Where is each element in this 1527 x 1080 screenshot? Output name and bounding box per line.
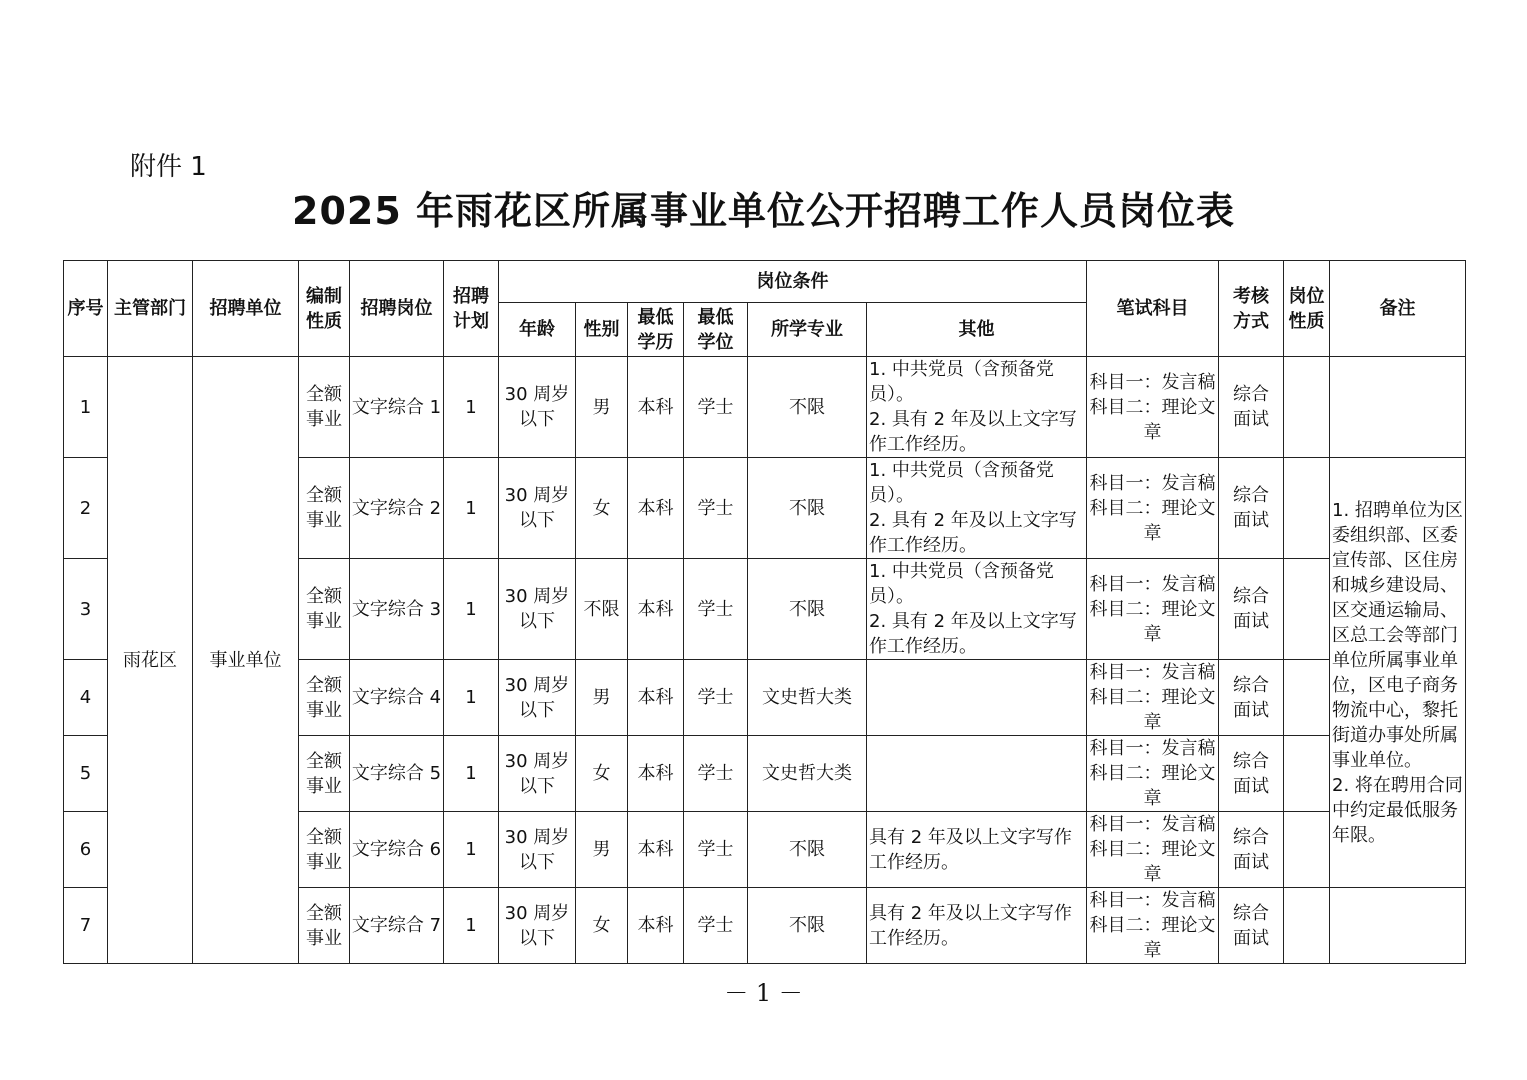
cell-plan: 1 — [444, 736, 499, 812]
header-major: 所学专业 — [748, 303, 867, 357]
cell-unit: 事业单位 — [193, 357, 299, 964]
header-post: 招聘岗位 — [350, 261, 444, 357]
cell-degree: 学士 — [684, 660, 748, 736]
cell-age: 30 周岁 以下 — [499, 357, 576, 458]
cell-assess: 综合 面试 — [1219, 559, 1284, 660]
cell-remark: 1. 招聘单位为区委组织部、区委宣传部、区住房和城乡建设局、区交通运输局、区总工会等部门单位所属事业单位，区电子商务物流中心，黎托街道办事处所属事业单位。 2. 将在聘用合同中约定最低服务年限。 — [1330, 458, 1466, 888]
cell-edu: 本科 — [628, 458, 684, 559]
cell-assess: 综合 面试 — [1219, 736, 1284, 812]
header-staffing: 编制 性质 — [299, 261, 350, 357]
annex-label: 附件 1 — [130, 152, 207, 182]
cell-plan: 1 — [444, 812, 499, 888]
cell-major: 不限 — [748, 812, 867, 888]
cell-edu: 本科 — [628, 812, 684, 888]
cell-remark-empty — [1330, 888, 1466, 964]
cell-other: 1. 中共党员（含预备党员）。 2. 具有 2 年及以上文字写作工作经历。 — [867, 458, 1087, 559]
cell-gender: 女 — [576, 888, 628, 964]
cell-degree: 学士 — [684, 736, 748, 812]
cell-edu: 本科 — [628, 660, 684, 736]
cell-seq: 2 — [64, 458, 108, 559]
cell-nature — [1284, 736, 1330, 812]
cell-staffing: 全额 事业 — [299, 559, 350, 660]
cell-seq: 3 — [64, 559, 108, 660]
document-title: 2025 年雨花区所属事业单位公开招聘工作人员岗位表 — [292, 189, 1235, 233]
cell-gender: 女 — [576, 736, 628, 812]
cell-assess: 综合 面试 — [1219, 812, 1284, 888]
cell-degree: 学士 — [684, 888, 748, 964]
cell-plan: 1 — [444, 888, 499, 964]
cell-staffing: 全额 事业 — [299, 458, 350, 559]
cell-age: 30 周岁 以下 — [499, 458, 576, 559]
cell-other: 具有 2 年及以上文字写作工作经历。 — [867, 888, 1087, 964]
cell-other: 具有 2 年及以上文字写作工作经历。 — [867, 812, 1087, 888]
header-age: 年龄 — [499, 303, 576, 357]
cell-degree: 学士 — [684, 559, 748, 660]
cell-age: 30 周岁 以下 — [499, 812, 576, 888]
page-number: － 1 － — [724, 979, 803, 1007]
cell-seq: 7 — [64, 888, 108, 964]
cell-other: 1. 中共党员（含预备党员）。 2. 具有 2 年及以上文字写作工作经历。 — [867, 357, 1087, 458]
header-gender: 性别 — [576, 303, 628, 357]
cell-gender: 女 — [576, 458, 628, 559]
cell-nature — [1284, 888, 1330, 964]
cell-degree: 学士 — [684, 357, 748, 458]
cell-staffing: 全额 事业 — [299, 736, 350, 812]
cell-exam: 科目一：发言稿 科目二：理论文章 — [1087, 559, 1219, 660]
cell-seq: 6 — [64, 812, 108, 888]
cell-edu: 本科 — [628, 736, 684, 812]
cell-major: 文史哲大类 — [748, 736, 867, 812]
cell-degree: 学士 — [684, 812, 748, 888]
cell-exam: 科目一：发言稿 科目二：理论文章 — [1087, 812, 1219, 888]
cell-exam: 科目一：发言稿 科目二：理论文章 — [1087, 357, 1219, 458]
cell-post: 文字综合 7 — [350, 888, 444, 964]
header-edu: 最低 学历 — [628, 303, 684, 357]
cell-major: 不限 — [748, 559, 867, 660]
header-plan: 招聘 计划 — [444, 261, 499, 357]
cell-gender: 男 — [576, 660, 628, 736]
header-dept: 主管部门 — [108, 261, 193, 357]
cell-gender: 男 — [576, 357, 628, 458]
cell-assess: 综合 面试 — [1219, 357, 1284, 458]
cell-edu: 本科 — [628, 888, 684, 964]
cell-post: 文字综合 2 — [350, 458, 444, 559]
cell-post: 文字综合 4 — [350, 660, 444, 736]
header-remark: 备注 — [1330, 261, 1466, 357]
cell-exam: 科目一：发言稿 科目二：理论文章 — [1087, 888, 1219, 964]
header-seq: 序号 — [64, 261, 108, 357]
cell-assess: 综合 面试 — [1219, 660, 1284, 736]
cell-exam: 科目一：发言稿 科目二：理论文章 — [1087, 736, 1219, 812]
cell-staffing: 全额 事业 — [299, 812, 350, 888]
cell-major: 不限 — [748, 888, 867, 964]
cell-other — [867, 736, 1087, 812]
cell-gender: 男 — [576, 812, 628, 888]
cell-seq: 1 — [64, 357, 108, 458]
cell-plan: 1 — [444, 458, 499, 559]
cell-dept: 雨花区 — [108, 357, 193, 964]
cell-plan: 1 — [444, 660, 499, 736]
cell-gender: 不限 — [576, 559, 628, 660]
header-exam: 笔试科目 — [1087, 261, 1219, 357]
cell-remark-empty — [1330, 357, 1466, 458]
cell-nature — [1284, 458, 1330, 559]
cell-age: 30 周岁 以下 — [499, 660, 576, 736]
cell-plan: 1 — [444, 357, 499, 458]
cell-edu: 本科 — [628, 559, 684, 660]
cell-staffing: 全额 事业 — [299, 888, 350, 964]
cell-major: 不限 — [748, 458, 867, 559]
cell-major: 不限 — [748, 357, 867, 458]
cell-staffing: 全额 事业 — [299, 357, 350, 458]
cell-assess: 综合 面试 — [1219, 888, 1284, 964]
cell-post: 文字综合 1 — [350, 357, 444, 458]
cell-post: 文字综合 6 — [350, 812, 444, 888]
header-conditions: 岗位条件 — [499, 261, 1087, 303]
cell-other — [867, 660, 1087, 736]
table-row — [64, 357, 1466, 458]
cell-age: 30 周岁 以下 — [499, 888, 576, 964]
cell-major: 文史哲大类 — [748, 660, 867, 736]
cell-exam: 科目一：发言稿 科目二：理论文章 — [1087, 458, 1219, 559]
cell-other: 1. 中共党员（含预备党员）。 2. 具有 2 年及以上文字写作工作经历。 — [867, 559, 1087, 660]
job-position-table — [63, 260, 1466, 964]
cell-staffing: 全额 事业 — [299, 660, 350, 736]
cell-nature — [1284, 660, 1330, 736]
cell-age: 30 周岁 以下 — [499, 559, 576, 660]
cell-age: 30 周岁 以下 — [499, 736, 576, 812]
header-nature: 岗位 性质 — [1284, 261, 1330, 357]
cell-edu: 本科 — [628, 357, 684, 458]
cell-degree: 学士 — [684, 458, 748, 559]
cell-post: 文字综合 5 — [350, 736, 444, 812]
cell-exam: 科目一：发言稿 科目二：理论文章 — [1087, 660, 1219, 736]
cell-assess: 综合 面试 — [1219, 458, 1284, 559]
cell-seq: 5 — [64, 736, 108, 812]
cell-nature — [1284, 357, 1330, 458]
cell-nature — [1284, 559, 1330, 660]
cell-post: 文字综合 3 — [350, 559, 444, 660]
cell-seq: 4 — [64, 660, 108, 736]
header-unit: 招聘单位 — [193, 261, 299, 357]
header-assess: 考核 方式 — [1219, 261, 1284, 357]
cell-plan: 1 — [444, 559, 499, 660]
header-degree: 最低 学位 — [684, 303, 748, 357]
cell-nature — [1284, 812, 1330, 888]
header-other: 其他 — [867, 303, 1087, 357]
